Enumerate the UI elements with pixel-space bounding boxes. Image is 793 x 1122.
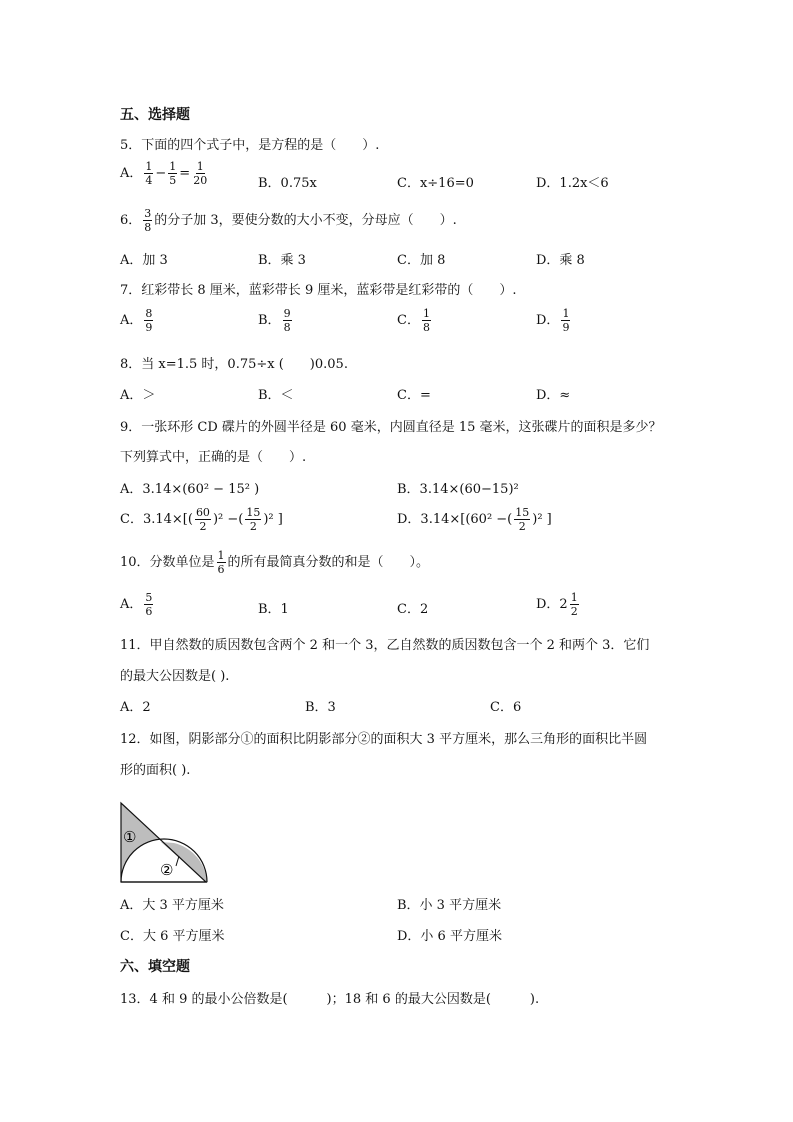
question-9-option-b[interactable]: B．3.14×(60−15)² [397,482,519,497]
triangle-semicircle-figure [118,800,210,884]
label-region-2: ② [160,861,174,879]
question-5-option-b[interactable]: B．0.75x [258,176,317,191]
question-9-option-a[interactable]: A．3.14×(60² − 15² ) [120,482,260,497]
question-7-option-a[interactable]: A． $\frac{8}{9}$ [120,307,153,334]
question-7-option-b[interactable]: B． $\frac{9}{8}$ [258,307,291,334]
question-12-stem-line2: 形的面积( ). [120,763,191,778]
question-11-option-a[interactable]: A．2 [120,700,151,715]
section-title-fill-blank: 六、填空题 [120,959,190,975]
fraction: $\frac{9}{8}$ [283,307,291,334]
question-6-stem: 6． $\frac{3}{8}$ 的分子加 3，要使分数的大小不变，分母应（ ）. [120,207,457,234]
question-7-stem: 7．红彩带长 8 厘米，蓝彩带长 9 厘米，蓝彩带是红彩带的（ ）. [120,283,517,298]
fraction: $\frac{1}{9}$ [562,307,570,334]
question-11-stem-line2: 的最大公因数是( ). [120,669,230,684]
fraction: $\frac{5}{6}$ [145,591,153,618]
fraction: $\frac{1}{2}$ [570,591,578,618]
question-6-option-d[interactable]: D．乘 8 [536,253,585,268]
fraction: $\frac{1}{5}$ [169,160,177,187]
question-8-stem: 8．当 x=1.5 时，0.75÷x ( )0.05. [120,357,348,372]
question-10-option-d[interactable]: D．2 $\frac{1}{2}$ [536,591,578,618]
fraction: $\frac{1}{8}$ [422,307,430,334]
question-5-stem: 5．下面的四个式子中，是方程的是（ ）. [120,138,380,153]
question-10-stem: 10．分数单位是 $\frac{1}{6}$ 的所有最简真分数的和是（ ）。 [120,549,430,576]
question-11-stem-line1: 11．甲自然数的质因数包含两个 2 和一个 3，乙自然数的质因数包含一个 2 和两个 3．它们 [120,638,650,653]
fraction: $\frac{15}{2}$ [246,506,261,533]
question-11-option-c[interactable]: C．6 [490,700,522,715]
question-9-option-c[interactable]: C．3.14×[( $\frac{60}{2}$ )² −( $\frac{15}{2}$ )² ] [120,506,283,533]
question-12-option-a[interactable]: A．大 3 平方厘米 [120,898,224,913]
question-8-option-a[interactable]: A．＞ [120,388,156,403]
question-9-stem-line1: 9．一张环形 CD 碟片的外圆半径是 60 毫米，内圆直径是 15 毫米，这张碟片的面积是多少？ [120,420,662,435]
question-8-option-c[interactable]: C．= [397,388,431,403]
question-12-option-b[interactable]: B．小 3 平方厘米 [397,898,502,913]
fraction: $\frac{8}{9}$ [145,307,153,334]
question-7-option-d[interactable]: D． $\frac{1}{9}$ [536,307,570,334]
question-8-option-b[interactable]: B．＜ [258,388,294,403]
question-10-option-a[interactable]: A． $\frac{5}{6}$ [120,591,153,618]
fraction: $\frac{60}{2}$ [195,506,210,533]
section-title-choice: 五、选择题 [120,107,190,123]
question-10-option-b[interactable]: B．1 [258,602,289,617]
fraction: $\frac{1}{20}$ [193,160,208,187]
question-6-option-c[interactable]: C．加 8 [397,253,446,268]
question-5-option-c[interactable]: C．x÷16=0 [397,176,474,191]
fraction: $\frac{3}{8}$ [144,207,152,234]
question-12-stem-line1: 12．如图，阴影部分①的面积比阴影部分②的面积大 3 平方厘米，那么三角形的面积比半圆 [120,732,648,747]
question-9-option-d[interactable]: D．3.14×[(60² −( $\frac{15}{2}$ )² ] [397,506,552,533]
question-5-option-a[interactable]: A． $\frac{1}{4}$ − $\frac{1}{5}$ = $\frac{1}{20}$ [120,160,208,187]
fraction: $\frac{1}{4}$ [145,160,153,187]
fraction: $\frac{1}{6}$ [217,549,225,576]
question-6-option-b[interactable]: B．乘 3 [258,253,306,268]
question-8-option-d[interactable]: D．≈ [536,388,571,403]
question-12-option-d[interactable]: D．小 6 平方厘米 [397,929,502,944]
question-9-stem-line2: 下列算式中，正确的是（ ）. [120,450,307,465]
fraction: $\frac{15}{2}$ [515,506,530,533]
question-7-option-c[interactable]: C． $\frac{1}{8}$ [397,307,430,334]
question-13-stem: 13．4 和 9 的最小公倍数是( )；18 和 6 的最大公因数是( ). [120,992,540,1007]
question-5-option-d[interactable]: D．1.2x＜6 [536,176,609,191]
question-11-option-b[interactable]: B．3 [305,700,336,715]
question-12-option-c[interactable]: C．大 6 平方厘米 [120,929,225,944]
label-region-1: ① [123,828,137,846]
question-6-option-a[interactable]: A．加 3 [120,253,168,268]
question-10-option-c[interactable]: C．2 [397,602,429,617]
